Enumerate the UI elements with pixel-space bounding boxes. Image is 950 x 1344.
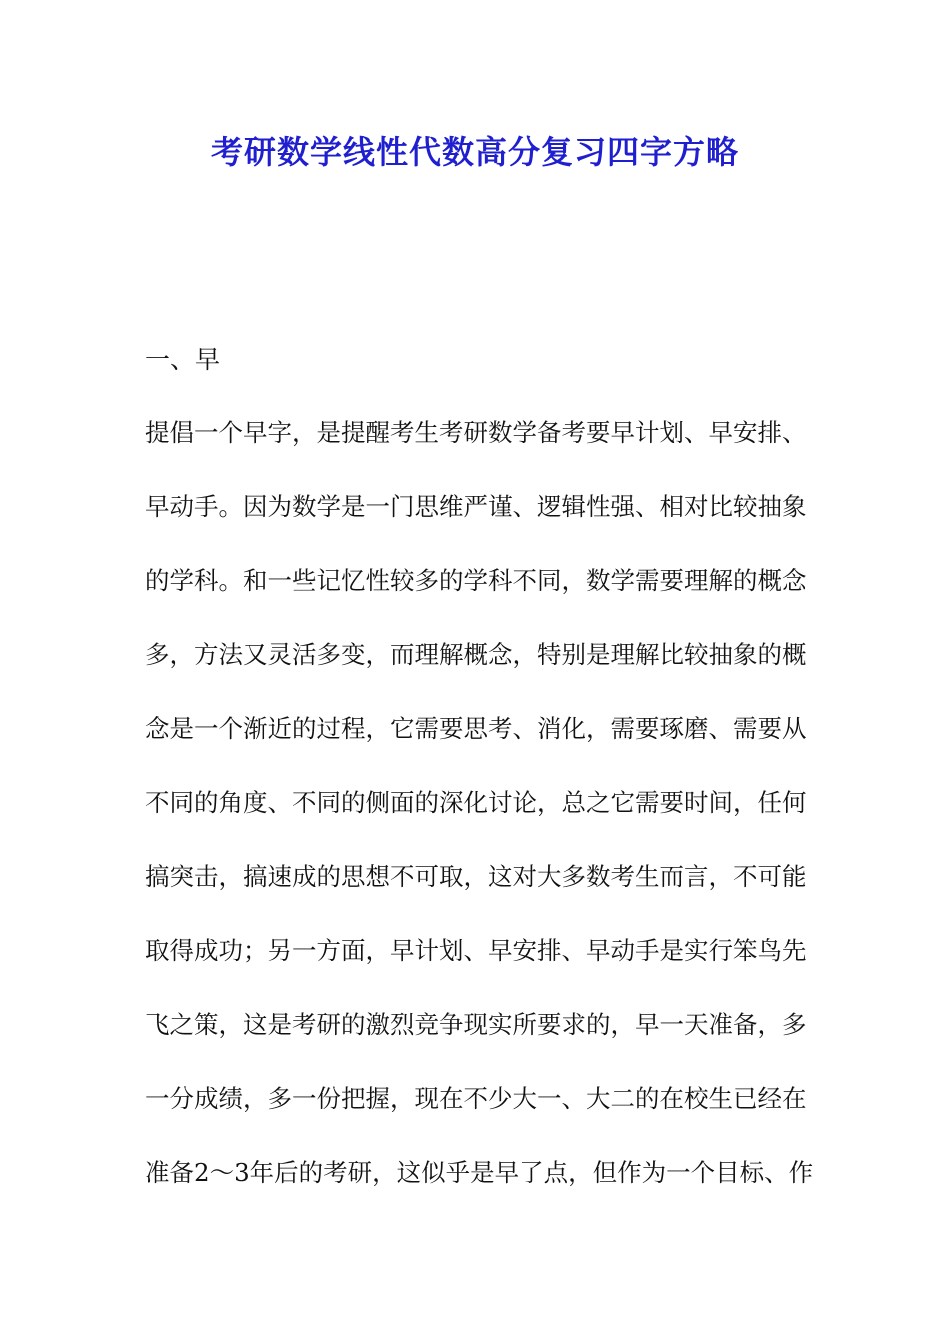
- paragraph-line: 飞之策，这是考研的激烈竞争现实所要求的，早一天准备，多: [145, 1010, 807, 1039]
- document-title: 考研数学线性代数高分复习四字方略: [210, 133, 739, 171]
- paragraph-line: 早动手。因为数学是一门思维严谨、逻辑性强、相对比较抽象: [145, 492, 807, 521]
- paragraph-line: 不同的角度、不同的侧面的深化讨论，总之它需要时间，任何: [145, 788, 807, 817]
- section-heading: 一、早: [145, 345, 221, 374]
- paragraph-line: 提倡一个早字，是提醒考生考研数学备考要早计划、早安排、: [145, 418, 807, 447]
- paragraph-line: 搞突击，搞速成的思想不可取，这对大多数考生而言，不可能: [145, 862, 807, 891]
- paragraph-line: 多，方法又灵活多变，而理解概念，特别是理解比较抽象的概: [145, 640, 807, 669]
- paragraph-line: 取得成功；另一方面，早计划、早安排、早动手是实行笨鸟先: [145, 936, 807, 965]
- paragraph-line: 的学科。和一些记忆性较多的学科不同，数学需要理解的概念: [145, 566, 807, 595]
- paragraph-line: 一分成绩，多一份把握，现在不少大一、大二的在校生已经在: [145, 1084, 807, 1113]
- paragraph-line: 准备2～3年后的考研，这似乎是早了点，但作为一个目标、作: [145, 1158, 814, 1187]
- paragraph-line: 念是一个渐近的过程，它需要思考、消化，需要琢磨、需要从: [145, 714, 807, 743]
- body-paragraph: [145, 413, 825, 1227]
